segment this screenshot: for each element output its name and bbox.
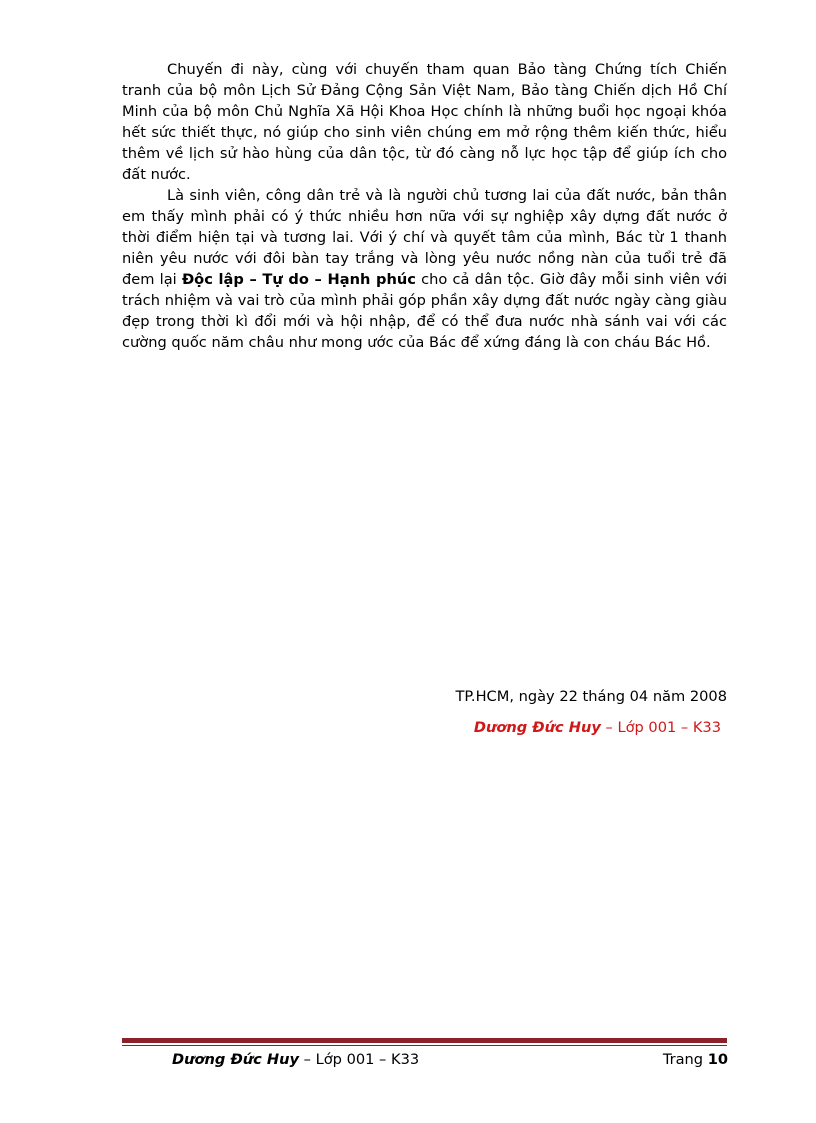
signature-line [474,719,721,736]
paragraph-text-end: cho cả dân tộc. Giờ đây mỗi sinh viên với trách nhiệm và vai trò của mình phải góp phần xây dựng đất nước ngày càng giàu đẹp trong thời kì đổi mới và hội nhập, để có thể đưa nước nhà sánh vai với các cường quốc năm châu như mong ước của Bác để xứng đáng là con cháu Bác Hồ. [122,271,728,351]
signature-date: TP.HCM, ngày 22 tháng 04 năm 2008 [455,688,727,705]
paragraph-text-start: Là sinh viên, công dân trẻ và là người chủ tương lai của đất nước, bản thân em thấy mình phải có ý thức nhiều hơn nữa với sự nghiệp xây dựng đất nước ở thời điểm hiện tại và tương lai. Với ý chí và quyết tâm của mình, Bác từ 1 thanh niên yêu nước với đôi bàn tay trắng và lòng yêu nước nồng nàn của tuổi trẻ đã đem lại [122,187,727,288]
footer-page-number [663,1051,728,1068]
signature-class: – Lớp 001 – K33 [600,719,721,736]
footer-author-class: – Lớp 001 – K33 [299,1051,420,1068]
footer-author [172,1051,419,1068]
footer-page-label: Trang [662,1051,708,1068]
signature-name: Dương Đức Huy [473,719,601,736]
footer-author-name: Dương Đức Huy [172,1051,300,1068]
paragraph-excursion: Chuyến đi này, cùng với chuyến tham quan Bảo tàng Chứng tích Chiến tranh của bộ môn Lịch Sử Đảng Cộng Sản Việt Nam, Bảo tàng Chiến dịch Hồ Chí Minh của bộ môn Chủ Nghĩa Xã Hội Khoa Học chính là những buổi học ngoại khóa hết sức thiết thực, nó giúp cho sinh viên chúng em mở rộng thêm kiến thức, hiểu thêm về lịch sử hào hùng của dân tộc, từ đó càng nỗ lực học tập để giúp ích cho đất nước. [122,61,727,183]
footer-page-value: 10 [707,1051,728,1068]
footer-rule-thin [122,1045,727,1046]
paragraph-student-duty [122,185,727,353]
motto-bold-text: Độc lập – Tự do – Hạnh phúc [181,271,416,288]
footer-rule-thick [122,1038,727,1043]
